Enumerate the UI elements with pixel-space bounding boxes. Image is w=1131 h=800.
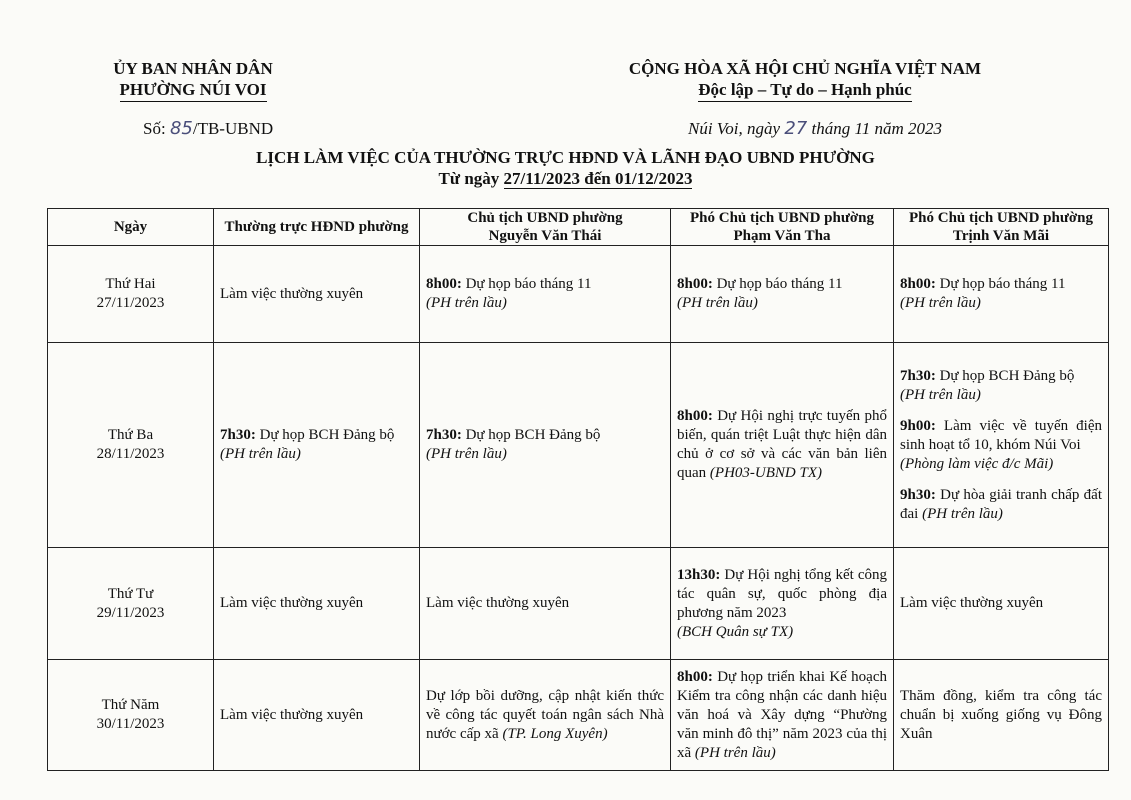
table-header-row bbox=[48, 209, 1109, 246]
doc-number-suffix: /TB-UBND bbox=[192, 119, 274, 138]
schedule-entry: 9h30: Dự hòa giải tranh chấp đất đai (PH trên lầu) bbox=[900, 486, 1102, 522]
date-range-from: 27/11/2023 bbox=[503, 169, 581, 188]
chairman-cell: Làm việc thường xuyên bbox=[420, 548, 671, 660]
day-cell: Thứ Năm 30/11/2023 bbox=[48, 660, 214, 771]
date-line bbox=[688, 118, 942, 139]
schedule-entry: 9h00: Làm việc về tuyến điện sinh hoạt tổ 10, khóm Núi Voi (Phòng làm việc đ/c Mãi) bbox=[900, 417, 1102, 472]
document-title: LỊCH LÀM VIỆC CỦA THƯỜNG TRỰC HĐND VÀ LÃNH ĐẠO UBND PHƯỜNG bbox=[256, 148, 875, 167]
chairman-cell: 8h00: Dự họp báo tháng 11 (PH trên lầu) bbox=[420, 246, 671, 343]
col-header-vice-chairman-mai: Phó Chủ tịch UBND phường Trịnh Văn Mãi bbox=[894, 209, 1109, 246]
vice-chairman-mai-cell: Làm việc thường xuyên bbox=[894, 548, 1109, 660]
national-header bbox=[590, 58, 1020, 102]
vice-chairman-tha-cell: 13h30: Dự Hội nghị tổng kết công tác quân sự, quốc phòng địa phương năm 2023 (BCH Quân sự TX) bbox=[671, 548, 894, 660]
hdnd-cell: 7h30: Dự họp BCH Đảng bộ (PH trên lầu) bbox=[214, 343, 420, 548]
chairman-cell: Dự lớp bồi dưỡng, cập nhật kiến thức về công tác quyết toán ngân sách Nhà nước cấp xã (TP. Long Xuyên) bbox=[420, 660, 671, 771]
day-cell: Thứ Hai 27/11/2023 bbox=[48, 246, 214, 343]
day-cell: Thứ Tư 29/11/2023 bbox=[48, 548, 214, 660]
national-title: CỘNG HÒA XÃ HỘI CHỦ NGHĨA VIỆT NAM bbox=[628, 59, 982, 78]
issuer-line1: ỦY BAN NHÂN DÂN bbox=[113, 59, 273, 78]
issuer-header bbox=[88, 58, 298, 102]
hdnd-cell: Làm việc thường xuyên bbox=[214, 246, 420, 343]
chairman-cell: 7h30: Dự họp BCH Đảng bộ (PH trên lầu) bbox=[420, 343, 671, 548]
doc-number-handwritten: 85 bbox=[169, 118, 193, 139]
date-range-from-label: Từ ngày bbox=[438, 169, 500, 188]
date-range bbox=[0, 169, 1131, 189]
hdnd-cell: Làm việc thường xuyên bbox=[214, 660, 420, 771]
date-line-part2: tháng 11 năm 2023 bbox=[811, 119, 942, 138]
vice-chairman-tha-cell: 8h00: Dự họp báo tháng 11 (PH trên lầu) bbox=[671, 246, 894, 343]
vice-chairman-tha-cell: 8h00: Dự họp triển khai Kế hoạch Kiểm tra công nhận các danh hiệu văn hoá và Xây dựng “Phường văn minh đô thị” năm 2023 của thị xã (PH trên lầu) bbox=[671, 660, 894, 771]
date-range-to: 01/12/2023 bbox=[615, 169, 693, 188]
date-range-to-label: đến bbox=[584, 169, 611, 188]
schedule-entry: 7h30: Dự họp BCH Đảng bộ (PH trên lầu) bbox=[900, 367, 1075, 403]
schedule-table bbox=[47, 208, 1109, 771]
day-cell: Thứ Ba 28/11/2023 bbox=[48, 343, 214, 548]
col-header-day: Ngày bbox=[48, 209, 214, 246]
col-header-hdnd: Thường trực HĐND phường bbox=[214, 209, 420, 246]
table-row bbox=[48, 246, 1109, 343]
national-motto: Độc lập – Tự do – Hạnh phúc bbox=[698, 79, 911, 102]
vice-chairman-tha-cell: 8h00: Dự Hội nghị trực tuyến phổ biến, quán triệt Luật thực hiện dân chủ ở cơ sở và các văn bản liên quan (PH03-UBND TX) bbox=[671, 343, 894, 548]
issuer-line2: PHƯỜNG NÚI VOI bbox=[120, 79, 267, 102]
table-row bbox=[48, 343, 1109, 548]
hdnd-cell: Làm việc thường xuyên bbox=[214, 548, 420, 660]
table-row bbox=[48, 660, 1109, 771]
table-row bbox=[48, 548, 1109, 660]
vice-chairman-mai-cell: Thăm đồng, kiểm tra công tác chuẩn bị xuống giống vụ Đông Xuân bbox=[894, 660, 1109, 771]
vice-chairman-mai-cell: 8h00: Dự họp báo tháng 11 (PH trên lầu) bbox=[894, 246, 1109, 343]
col-header-vice-chairman-tha: Phó Chủ tịch UBND phường Phạm Văn Tha bbox=[671, 209, 894, 246]
doc-number-prefix: Số: bbox=[143, 119, 166, 138]
date-line-part1: Núi Voi, ngày bbox=[688, 119, 781, 138]
col-header-chairman: Chủ tịch UBND phường Nguyễn Văn Thái bbox=[420, 209, 671, 246]
vice-chairman-mai-cell bbox=[894, 343, 1109, 548]
date-day-handwritten: 27 bbox=[784, 118, 808, 139]
document-number bbox=[143, 118, 273, 139]
